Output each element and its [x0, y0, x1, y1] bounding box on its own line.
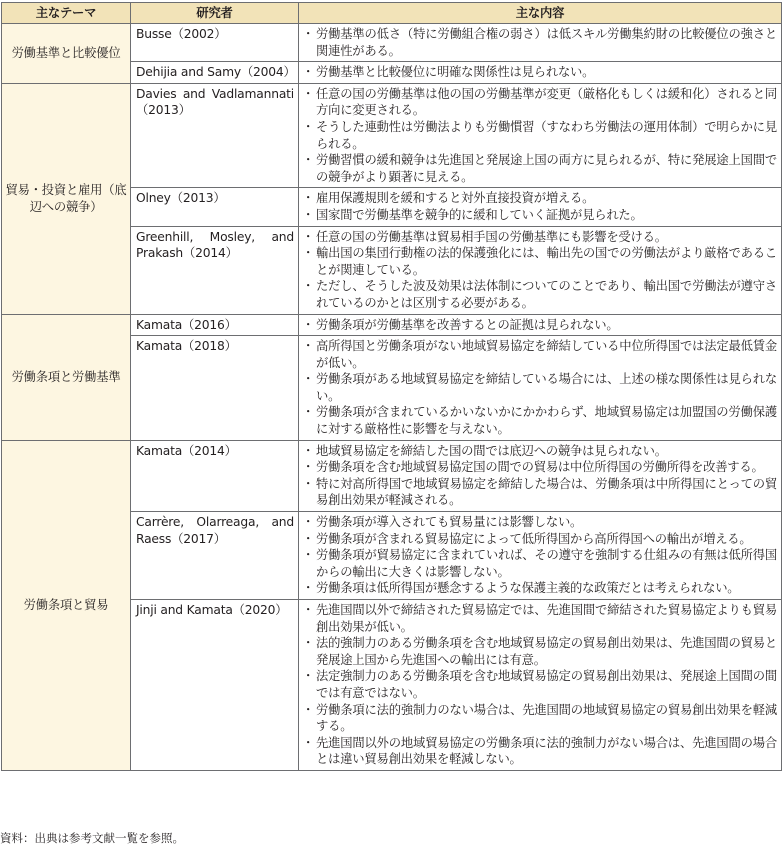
study-cell: Kamata（2014） — [131, 440, 299, 511]
finding-list — [304, 443, 777, 509]
finding-item: ・ 先進国間以外の地域貿易協定の労働条項に法的強制力がない場合は、先進国間の場合とは違い貿易創出効果を軽減しない。 — [304, 735, 777, 768]
finding-list — [304, 317, 777, 334]
study-cell: Greenhill, Mosley, and Prakash（2014） — [131, 226, 299, 314]
content-cell — [299, 24, 782, 62]
finding-item: ・ 労働条項が労働基準を改善するとの証拠は見られない。 — [304, 317, 777, 334]
study-cell: Jinji and Kamata（2020） — [131, 600, 299, 771]
finding-list — [304, 86, 777, 186]
study-cell: Kamata（2018） — [131, 336, 299, 441]
table-row — [2, 83, 782, 188]
table-body — [2, 24, 782, 771]
finding-item: ・ 高所得国と労働条項がない地域貿易協定を締結している中位所得国では法定最低賃金が低い。 — [304, 338, 777, 371]
content-cell — [299, 336, 782, 441]
study-cell: Dehijia and Samy（2004） — [131, 62, 299, 84]
table-row — [2, 440, 782, 511]
finding-item: ・ 任意の国の労働基準は他の国の労働基準が変更（厳格化もしくは緩和化）されると同方向に変更される。 — [304, 86, 777, 119]
study-cell: Busse（2002） — [131, 24, 299, 62]
finding-item: ・ 労働基準と比較優位に明確な関係性は見られない。 — [304, 64, 777, 81]
content-cell — [299, 188, 782, 226]
finding-list — [304, 26, 777, 59]
finding-item: ・ 労働条項が貿易協定に含まれていれば、その遵守を強制する仕組みの有無は低所得国からの輸出に大きくは影響しない。 — [304, 547, 777, 580]
finding-item: ・ 労働条項がある地域貿易協定を締結している場合には、上述の様な関係性は見られない。 — [304, 371, 777, 404]
finding-item: ・ 労働条項を含む地域貿易協定国の間での貿易は中位所得国の労働所得を改善する。 — [304, 459, 777, 476]
study-cell: Carrère, Olarreaga, and Raess（2017） — [131, 512, 299, 600]
finding-item: ・ 任意の国の労働基準は貿易相手国の労働基準にも影響を受ける。 — [304, 229, 777, 246]
finding-item: ・ 法定強制力のある労働条項を含む地域貿易協定の貿易創出効果は、発展途上国間の間では有意ではない。 — [304, 668, 777, 701]
theme-cell: 貿易・投資と雇用（底辺への競争） — [2, 83, 131, 314]
content-cell — [299, 226, 782, 314]
literature-table — [1, 2, 782, 771]
finding-item: ・ 法的強制力のある労働条項を含む地域貿易協定の貿易創出効果は、先進国間の貿易と発展途上国から先進国への輸出には有意。 — [304, 635, 777, 668]
study-cell: Davies and Vadlamannati（2013） — [131, 83, 299, 188]
finding-item: ・ 労働基準の低さ（特に労働組合権の弱さ）は低スキル労働集約財の比較優位の強さと関連性がある。 — [304, 26, 777, 59]
finding-item: ・ 輸出国の集団行動権の法的保護強化には、輸出先の国での労働法がより厳格であることが関連している。 — [304, 245, 777, 278]
finding-list — [304, 338, 777, 438]
study-cell: Kamata（2016） — [131, 314, 299, 336]
finding-item: ・ 労働条項が含まれる貿易協定によって低所得国から高所得国への輸出が増える。 — [304, 531, 777, 548]
finding-list — [304, 64, 777, 81]
finding-item: ・ 雇用保護規則を緩和すると対外直接投資が増える。 — [304, 190, 777, 207]
content-cell — [299, 83, 782, 188]
finding-item: ・ 特に対高所得国で地域貿易協定を締結した場合は、労働条項は中所得国にとっての貿易創出効果が軽減される。 — [304, 476, 777, 509]
finding-item: ・ 労働条項に法的強制力のない場合は、先進国間の地域貿易協定の貿易創出効果を軽減する。 — [304, 702, 777, 735]
content-cell — [299, 314, 782, 336]
finding-item: ・ ただし、そうした波及効果は法体制についてのことであり、輸出国で労働法が遵守されているのかとは区別する必要がある。 — [304, 278, 777, 311]
finding-item: ・ 国家間で労働基準を競争的に緩和していく証拠が見られた。 — [304, 207, 777, 224]
theme-cell: 労働条項と労働基準 — [2, 314, 131, 440]
finding-item: ・ 労働条項は低所得国が懸念するような保護主義的な政策だとは考えられない。 — [304, 580, 777, 597]
finding-list — [304, 229, 777, 312]
finding-list — [304, 190, 777, 223]
finding-item: ・ 労働習慣の緩和競争は先進国と発展途上国の両方に見られるが、特に発展途上国間での競争がより顕著に見える。 — [304, 152, 777, 185]
table-row — [2, 24, 782, 62]
finding-item: ・ 地域貿易協定を締結した国の間では底辺への競争は見られない。 — [304, 443, 777, 460]
content-cell — [299, 62, 782, 84]
finding-item: ・ 労働条項が含まれているかいないかにかかわらず、地域貿易協定は加盟国の労働保護に対する厳格性に影響を与えない。 — [304, 404, 777, 437]
finding-list — [304, 602, 777, 768]
finding-item: ・ 労働条項が導入されても貿易量には影響しない。 — [304, 514, 777, 531]
study-cell: Olney（2013） — [131, 188, 299, 226]
finding-item: ・ 先進国間以外で締結された貿易協定では、先進国間で締結された貿易協定よりも貿易創出効果が低い。 — [304, 602, 777, 635]
header-theme: 主なテーマ — [2, 3, 131, 24]
source-note: 資料：出典は参考文献一覧を参照。 — [0, 831, 184, 845]
content-cell — [299, 440, 782, 511]
theme-cell: 労働条項と貿易 — [2, 440, 131, 770]
header-row — [2, 3, 782, 24]
table-row — [2, 314, 782, 336]
header-content: 主な内容 — [299, 3, 782, 24]
finding-list — [304, 514, 777, 597]
content-cell — [299, 512, 782, 600]
header-study: 研究者 — [131, 3, 299, 24]
content-cell — [299, 600, 782, 771]
finding-item: ・ そうした連動性は労働法よりも労働慣習（すなわち労働法の運用体制）で明らかに見られる。 — [304, 119, 777, 152]
theme-cell: 労働基準と比較優位 — [2, 24, 131, 84]
